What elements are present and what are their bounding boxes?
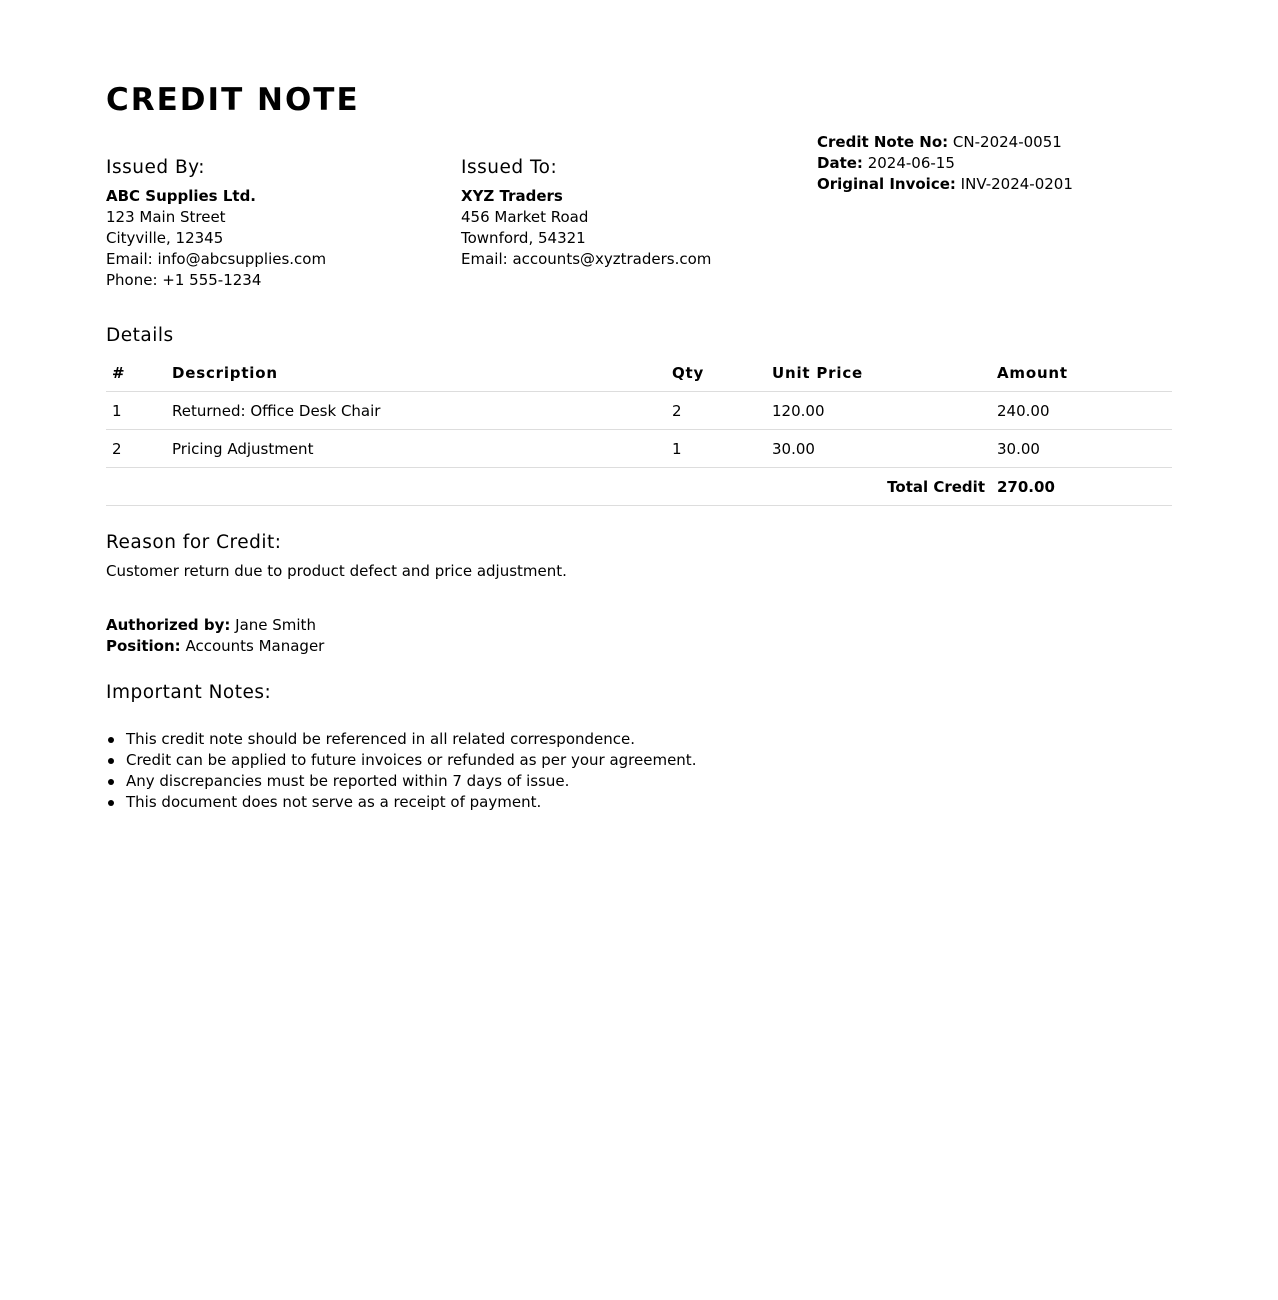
recipient-email: Email: accounts@xyztraders.com xyxy=(461,250,712,268)
row-qty: 1 xyxy=(666,430,766,468)
total-credit-value: 270.00 xyxy=(991,468,1172,506)
row-number: 1 xyxy=(106,392,166,430)
note-text: Credit can be applied to future invoices or refunded as per your agreement. xyxy=(126,751,697,769)
table-header-row xyxy=(106,354,1172,392)
issuer-email: Email: info@abcsupplies.com xyxy=(106,250,327,268)
date-value: 2024-06-15 xyxy=(867,154,955,172)
reason-text: Customer return due to product defect and price adjustment. xyxy=(106,562,567,580)
row-unit-price: 120.00 xyxy=(766,392,991,430)
authorized-by-label: Authorized by: xyxy=(106,616,231,634)
important-notes-heading: Important Notes: xyxy=(106,682,272,703)
total-credit-label: Total Credit xyxy=(106,468,991,506)
original-invoice xyxy=(817,174,1073,195)
position-label: Position: xyxy=(106,637,181,655)
notes-list xyxy=(106,729,1172,813)
credit-note-number-value: CN-2024-0051 xyxy=(952,133,1062,151)
date-label: Date: xyxy=(817,154,863,172)
details-table xyxy=(106,354,1172,506)
authorization-block xyxy=(106,615,324,657)
original-invoice-label: Original Invoice: xyxy=(817,175,956,193)
reason-heading: Reason for Credit: xyxy=(106,532,282,553)
column-header-qty: Qty xyxy=(666,354,766,392)
issuer-phone: Phone: +1 555-1234 xyxy=(106,271,262,289)
details-heading: Details xyxy=(106,325,174,346)
recipient-address-line1: 456 Market Road xyxy=(461,208,589,226)
row-description: Pricing Adjustment xyxy=(166,430,666,468)
column-header-description: Description xyxy=(166,354,666,392)
table-row xyxy=(106,392,1172,430)
column-header-amount: Amount xyxy=(991,354,1172,392)
position xyxy=(106,636,324,657)
list-item xyxy=(106,771,1172,792)
issued-to-block xyxy=(461,156,791,270)
list-item xyxy=(106,729,1172,750)
important-notes-section xyxy=(106,681,1172,813)
issuer-address-line2: Cityville, 12345 xyxy=(106,229,224,247)
issuer-company: ABC Supplies Ltd. xyxy=(106,187,256,205)
original-invoice-value: INV-2024-0201 xyxy=(960,175,1073,193)
reason-section xyxy=(106,531,1172,582)
issued-to-heading: Issued To: xyxy=(461,157,558,178)
note-text: This document does not serve as a receipt of payment. xyxy=(126,793,542,811)
credit-note-date xyxy=(817,153,1073,174)
bullet-icon xyxy=(108,758,114,764)
list-item xyxy=(106,792,1172,813)
note-text: Any discrepancies must be reported within 7 days of issue. xyxy=(126,772,570,790)
column-header-number: # xyxy=(106,354,166,392)
row-amount: 30.00 xyxy=(991,430,1172,468)
document-title: CREDIT NOTE xyxy=(106,82,360,118)
issued-by-block xyxy=(106,156,436,291)
credit-note-number xyxy=(817,132,1073,153)
credit-note-number-label: Credit Note No: xyxy=(817,133,949,151)
total-row xyxy=(106,468,1172,506)
issuer-address-line1: 123 Main Street xyxy=(106,208,226,226)
row-qty: 2 xyxy=(666,392,766,430)
column-header-unit-price: Unit Price xyxy=(766,354,991,392)
credit-note-meta xyxy=(817,132,1073,195)
note-text: This credit note should be referenced in all related correspondence. xyxy=(126,730,636,748)
bullet-icon xyxy=(108,800,114,806)
row-unit-price: 30.00 xyxy=(766,430,991,468)
row-amount: 240.00 xyxy=(991,392,1172,430)
authorized-by-value: Jane Smith xyxy=(235,616,316,634)
authorized-by xyxy=(106,615,324,636)
position-value: Accounts Manager xyxy=(185,637,325,655)
recipient-company: XYZ Traders xyxy=(461,187,563,205)
details-table-wrapper xyxy=(106,354,1172,506)
table-row xyxy=(106,430,1172,468)
row-number: 2 xyxy=(106,430,166,468)
recipient-address-line2: Townford, 54321 xyxy=(461,229,586,247)
bullet-icon xyxy=(108,737,114,743)
row-description: Returned: Office Desk Chair xyxy=(166,392,666,430)
issued-by-heading: Issued By: xyxy=(106,157,205,178)
list-item xyxy=(106,750,1172,771)
bullet-icon xyxy=(108,779,114,785)
